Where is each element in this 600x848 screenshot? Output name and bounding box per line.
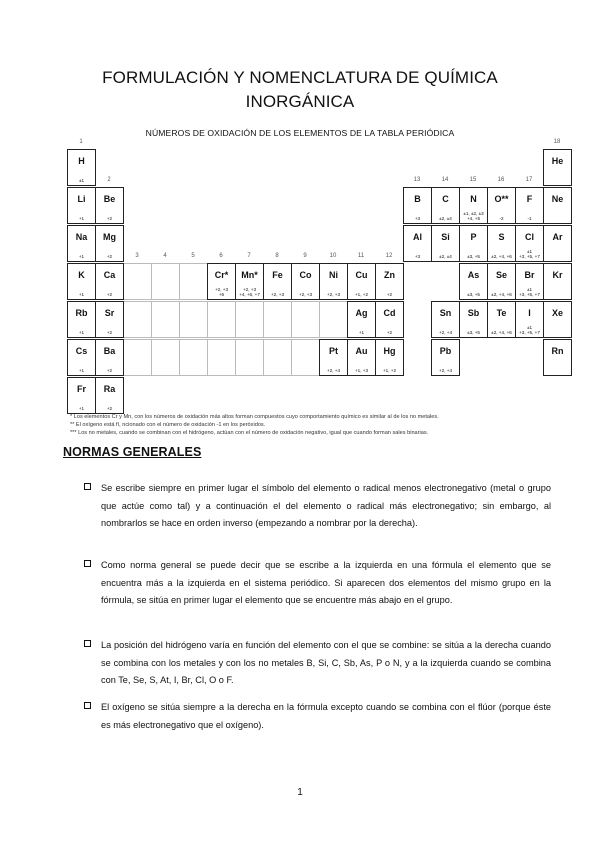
element-symbol: Mn*	[241, 270, 258, 280]
element-cell	[431, 225, 460, 262]
element-cell	[543, 149, 572, 186]
empty-cell	[263, 339, 292, 376]
norms-heading: NORMAS GENERALES	[63, 445, 202, 459]
oxidation-numbers: +1	[78, 292, 85, 297]
oxidation-numbers: +3	[414, 216, 421, 221]
group-number: 7	[247, 253, 251, 259]
element-cell	[543, 263, 572, 300]
checkbox-bullet-icon	[84, 483, 91, 490]
element-cell	[347, 263, 376, 300]
title-line-1: FORMULACIÓN Y NOMENCLATURA DE QUÍMICA	[102, 68, 498, 87]
element-symbol: As	[467, 270, 480, 280]
oxidation-numbers: ±1 +3, +5, +7	[519, 249, 540, 259]
group-number: 18	[553, 139, 561, 145]
element-symbol: Cs	[75, 346, 88, 356]
oxidation-numbers: ±1 +3, +5, +7	[519, 325, 540, 335]
element-cell	[319, 263, 348, 300]
element-cell	[543, 339, 572, 376]
table-footnote: *** Los no metales, cuando se combinan con el hidrógeno, actúan con el número de oxidación negativo, igual que cuando forman sales binarias.	[70, 430, 429, 436]
empty-cell	[151, 263, 180, 300]
empty-cell	[291, 301, 320, 338]
oxidation-numbers: ±3, +5	[467, 330, 480, 335]
element-symbol: Hg	[383, 346, 396, 356]
group-number: 11	[357, 253, 365, 259]
oxidation-numbers: +2, +3	[298, 292, 313, 297]
oxidation-numbers: +1	[78, 368, 85, 373]
oxidation-numbers: ±2, ±4	[439, 254, 452, 259]
element-cell	[459, 301, 488, 338]
element-symbol: Ca	[103, 270, 116, 280]
rule-text: La posición del hidrógeno varía en función del elemento con el que se combine: se sitúa a la derecha cuando se combina con los metales y con los no metales B, Si, C, Sb, As, P o N, y a la izquierda cuando se combina con Te, Se, S, At, I, Br, Cl, O o F.	[101, 640, 551, 685]
element-symbol: Sr	[104, 308, 115, 318]
oxidation-numbers: +2	[106, 254, 113, 259]
group-number: 10	[329, 253, 337, 259]
element-cell	[403, 225, 432, 262]
group-number: 13	[413, 177, 421, 183]
oxidation-numbers: +2, +4	[438, 330, 453, 335]
element-cell	[431, 339, 460, 376]
element-symbol: Na	[75, 232, 88, 242]
empty-cell	[151, 301, 180, 338]
element-symbol: O**	[494, 194, 509, 204]
group-number: 15	[469, 177, 477, 183]
element-cell	[431, 187, 460, 224]
element-cell	[459, 263, 488, 300]
element-cell	[375, 301, 404, 338]
empty-cell	[179, 339, 208, 376]
element-symbol: H	[78, 156, 85, 166]
element-symbol: Ni	[329, 270, 338, 280]
oxidation-numbers: +1	[78, 406, 85, 411]
element-symbol: P	[470, 232, 477, 242]
element-symbol: Rb	[75, 308, 88, 318]
element-symbol: Ne	[551, 194, 564, 204]
oxidation-numbers: ±3, +5	[467, 254, 480, 259]
rule-text: Como norma general se puede decir que se escribe a la izquierda en una fórmula el elemento que se encuentra más a la izquierda en el sistema periódico. Si aparecen dos elementos del mismo grupo en la fórmula, se sitúa en primer lugar el elemento que se encuentre más abajo en el grupo.	[101, 560, 551, 605]
element-symbol: K	[78, 270, 85, 280]
oxidation-numbers: +1	[78, 216, 85, 221]
oxidation-numbers: +2	[386, 330, 393, 335]
empty-cell	[123, 339, 152, 376]
element-symbol: Ba	[103, 346, 116, 356]
empty-cell	[123, 301, 152, 338]
element-symbol: Ra	[103, 384, 116, 394]
element-symbol: Sb	[467, 308, 480, 318]
oxidation-numbers: +1, +3	[354, 368, 369, 373]
element-cell	[67, 149, 96, 186]
element-cell	[375, 263, 404, 300]
table-footnote: ** El oxígeno está fí, ncionado con el número de oxidación -1 en los peróxidos.	[70, 422, 266, 428]
oxidation-numbers: +2, +3	[326, 292, 341, 297]
element-symbol: Fr	[77, 384, 86, 394]
element-cell	[319, 339, 348, 376]
group-number: 4	[163, 253, 167, 259]
oxidation-numbers: +2, +3 +4, +6, +7	[239, 287, 260, 297]
element-symbol: Mg	[103, 232, 116, 242]
oxidation-numbers: +2, +4	[438, 368, 453, 373]
element-cell	[95, 225, 124, 262]
element-cell	[347, 301, 376, 338]
element-symbol: Au	[355, 346, 368, 356]
element-symbol: Rn	[551, 346, 564, 356]
empty-cell	[179, 263, 208, 300]
element-cell	[487, 301, 516, 338]
element-cell	[291, 263, 320, 300]
oxidation-numbers: -1	[527, 216, 532, 221]
empty-cell	[291, 339, 320, 376]
element-cell	[515, 225, 544, 262]
group-number: 5	[191, 253, 195, 259]
checkbox-bullet-icon	[84, 702, 91, 709]
element-symbol: Br	[524, 270, 535, 280]
group-number: 2	[107, 177, 111, 183]
element-cell	[67, 263, 96, 300]
element-symbol: Cl	[525, 232, 534, 242]
group-number: 17	[525, 177, 533, 183]
group-number: 8	[275, 253, 279, 259]
element-symbol: Li	[77, 194, 86, 204]
element-symbol: Cr*	[214, 270, 229, 280]
element-symbol: Xe	[551, 308, 563, 318]
oxidation-numbers: ±3, +5	[467, 292, 480, 297]
empty-cell	[319, 301, 348, 338]
element-cell	[459, 187, 488, 224]
element-symbol: Kr	[552, 270, 563, 280]
element-cell	[543, 187, 572, 224]
oxidation-numbers: +1	[358, 330, 365, 335]
empty-cell	[151, 339, 180, 376]
element-symbol: Pt	[329, 346, 338, 356]
element-cell	[403, 187, 432, 224]
empty-cell	[235, 339, 264, 376]
oxidation-numbers: +1	[78, 330, 85, 335]
oxidation-numbers: +2	[106, 368, 113, 373]
element-symbol: Cd	[383, 308, 396, 318]
checkbox-bullet-icon	[84, 640, 91, 647]
element-symbol: Si	[441, 232, 450, 242]
element-cell	[207, 263, 236, 300]
oxidation-numbers: +2	[106, 292, 113, 297]
empty-cell	[207, 339, 236, 376]
oxidation-numbers: +2, +3	[270, 292, 285, 297]
element-cell	[375, 339, 404, 376]
element-symbol: Pb	[439, 346, 452, 356]
element-cell	[67, 339, 96, 376]
oxidation-numbers: ±2, +4, +6	[491, 254, 512, 259]
element-cell	[543, 301, 572, 338]
element-symbol: Be	[103, 194, 116, 204]
group-number: 12	[385, 253, 393, 259]
group-number: 6	[219, 253, 223, 259]
table-footnote: * Los elementos Cr y Mn, con los números de oxidación más altos forman compuestos cuyo comportamiento químico es similar al de los no metales.	[70, 414, 439, 420]
element-symbol: Ar	[552, 232, 563, 242]
empty-cell	[207, 301, 236, 338]
oxidation-numbers: +3	[414, 254, 421, 259]
element-symbol: He	[551, 156, 564, 166]
element-cell	[459, 225, 488, 262]
empty-cell	[179, 301, 208, 338]
element-symbol: I	[528, 308, 531, 318]
rule-text: Se escribe siempre en primer lugar el símbolo del elemento o radical menos electronegativo (metal o grupo que actúe como tal) y a continuación el del elemento o radical más electronegativo; sin embargo, al nombrarlos se hace en orden inverso (empezando a nombrar por la derecha).	[101, 483, 551, 528]
group-number: 9	[303, 253, 307, 259]
element-symbol: Al	[413, 232, 422, 242]
group-number: 14	[441, 177, 449, 183]
element-cell	[95, 263, 124, 300]
oxidation-numbers: +2	[106, 330, 113, 335]
oxidation-numbers: ±1	[78, 178, 85, 183]
element-symbol: Sn	[439, 308, 452, 318]
oxidation-numbers: ±2, ±4	[439, 216, 452, 221]
page-number: 1	[297, 787, 303, 798]
group-number: 3	[135, 253, 139, 259]
element-symbol: B	[414, 194, 421, 204]
element-cell	[95, 339, 124, 376]
element-symbol: Te	[496, 308, 507, 318]
oxidation-numbers: +1, +2	[354, 292, 369, 297]
oxidation-numbers: ±2, +4, +6	[491, 330, 512, 335]
oxidation-numbers: +1	[78, 254, 85, 259]
element-cell	[67, 301, 96, 338]
checkbox-bullet-icon	[84, 560, 91, 567]
element-cell	[263, 263, 292, 300]
oxidation-numbers: +2	[386, 292, 393, 297]
element-cell	[487, 263, 516, 300]
element-cell	[515, 263, 544, 300]
oxidation-numbers: ±1, ±2, ±3 +4, +5	[463, 211, 484, 221]
element-symbol: Cu	[355, 270, 368, 280]
element-symbol: N	[470, 194, 477, 204]
element-cell	[431, 301, 460, 338]
element-cell	[235, 263, 264, 300]
oxidation-numbers: ±1 +3, +5, +7	[519, 287, 540, 297]
empty-cell	[235, 301, 264, 338]
element-symbol: Se	[495, 270, 507, 280]
empty-cell	[263, 301, 292, 338]
element-cell	[95, 377, 124, 414]
element-symbol: C	[442, 194, 449, 204]
oxidation-numbers: +2, +4	[326, 368, 341, 373]
element-cell	[95, 187, 124, 224]
title-line-2: INORGÁNICA	[245, 92, 355, 111]
element-symbol: Ag	[355, 308, 368, 318]
oxidation-numbers: ±2, +4, +6	[491, 292, 512, 297]
element-cell	[487, 187, 516, 224]
element-cell	[515, 187, 544, 224]
element-cell	[95, 301, 124, 338]
element-symbol: Co	[299, 270, 312, 280]
oxidation-numbers: +1, +2	[382, 368, 397, 373]
oxidation-numbers: +2	[106, 216, 113, 221]
element-cell	[543, 225, 572, 262]
periodic-table-heading: NÚMEROS DE OXIDACIÓN DE LOS ELEMENTOS DE LA TABLA PERIÓDICA	[145, 128, 455, 138]
element-symbol: Zn	[384, 270, 395, 280]
element-symbol: S	[498, 232, 505, 242]
element-symbol: Fe	[272, 270, 283, 280]
group-number: 16	[497, 177, 505, 183]
element-symbol: F	[526, 194, 533, 204]
group-number: 1	[79, 139, 83, 145]
element-cell	[515, 301, 544, 338]
empty-cell	[123, 263, 152, 300]
rule-text: El oxígeno se sitúa siempre a la derecha en la fórmula excepto cuando se combina con el flúor (porque éste es más electronegativo que el oxígeno).	[101, 702, 551, 730]
oxidation-numbers: +2, +3 +6	[214, 287, 229, 297]
element-cell	[67, 377, 96, 414]
element-cell	[67, 187, 96, 224]
element-cell	[347, 339, 376, 376]
element-cell	[67, 225, 96, 262]
oxidation-numbers: -2	[499, 216, 504, 221]
oxidation-numbers: +2	[106, 406, 113, 411]
element-cell	[487, 225, 516, 262]
